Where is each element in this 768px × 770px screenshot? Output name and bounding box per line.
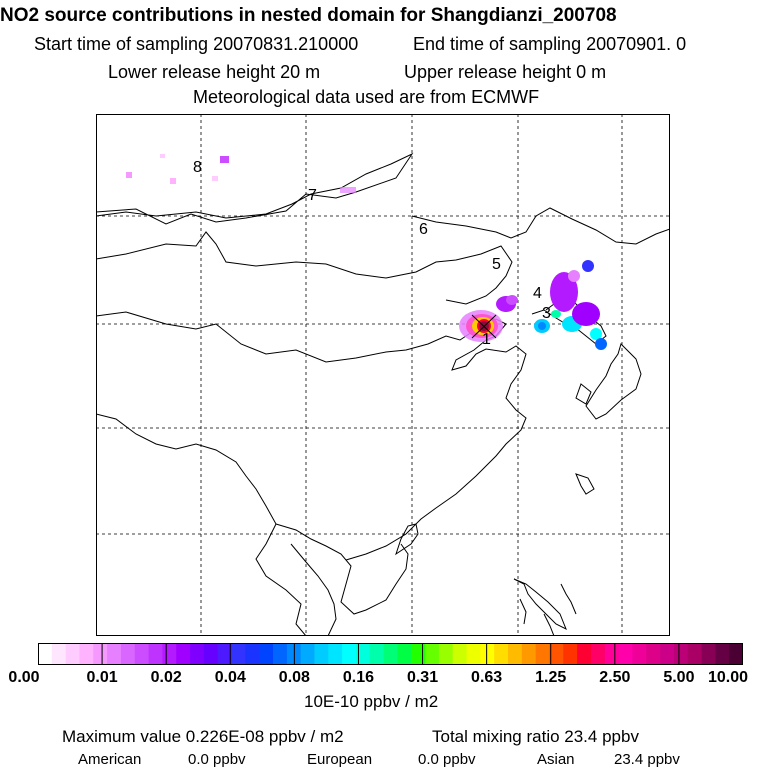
region-label-3: 3 — [542, 305, 551, 322]
colorbar-swatch — [453, 643, 467, 665]
region-label-4: 4 — [533, 285, 542, 302]
colorbar-tick-label: 0.00 — [8, 669, 40, 686]
american-label: American — [78, 751, 142, 768]
colorbar-swatch — [425, 643, 439, 665]
colorbar-swatch — [549, 643, 563, 665]
colorbar-tick-label: 0.16 — [342, 669, 375, 686]
colorbar-swatch — [79, 643, 93, 665]
colorbar-tick-label: 2.50 — [599, 669, 631, 686]
meteo-source: Meteorological data used are from ECMWF — [193, 87, 540, 107]
colorbar-swatch — [259, 643, 273, 665]
colorbar-swatch — [162, 643, 176, 665]
colorbar-swatch — [646, 643, 660, 665]
asian-value: 23.4 ppbv — [614, 751, 680, 768]
region-label-6: 6 — [419, 221, 428, 238]
colorbar-swatch — [93, 643, 107, 665]
colorbar-swatch — [619, 643, 633, 665]
colorbar-swatch — [729, 643, 743, 665]
region-label-7: 7 — [308, 187, 317, 204]
colorbar-swatch — [439, 643, 453, 665]
maximum-value: Maximum value 0.226E-08 ppbv / m2 — [62, 727, 344, 746]
colorbar-swatch — [176, 643, 190, 665]
colorbar-swatch — [467, 643, 481, 665]
colorbar-swatch — [563, 643, 577, 665]
colorbar-tick-label: 0.02 — [150, 669, 182, 686]
start-time: Start time of sampling 20070831.210000 — [34, 34, 359, 54]
european-label: European — [307, 751, 373, 768]
colorbar-swatch — [107, 643, 121, 665]
region-label-8: 8 — [193, 159, 202, 176]
colorbar-swatch — [149, 643, 163, 665]
colorbar-swatch — [674, 643, 688, 665]
colorbar-swatch — [508, 643, 522, 665]
asian-label: Asian — [537, 751, 575, 768]
colorbar-swatch — [591, 643, 605, 665]
colorbar-swatch — [370, 643, 384, 665]
colorbar-swatch — [245, 643, 259, 665]
colorbar-tick-label: 0.04 — [214, 669, 246, 686]
colorbar-swatch — [273, 643, 287, 665]
colorbar-swatch — [494, 643, 508, 665]
map-panel — [96, 114, 670, 636]
region-label-5: 5 — [492, 256, 501, 273]
colorbar-swatch — [688, 643, 702, 665]
colorbar-swatch — [605, 643, 619, 665]
colorbar-swatch — [232, 643, 246, 665]
colorbar-swatch — [632, 643, 646, 665]
american-value: 0.0 ppbv — [188, 751, 246, 768]
upper-release-height: Upper release height 0 m — [404, 62, 607, 82]
map-frame — [97, 115, 670, 636]
colorbar-swatch — [328, 643, 342, 665]
colorbar-swatch — [301, 643, 315, 665]
colorbar-tick-label: 0.63 — [471, 669, 503, 686]
colorbar-swatch — [715, 643, 729, 665]
colorbar-tick-label: 0.01 — [86, 669, 118, 686]
lower-release-height: Lower release height 20 m — [108, 62, 321, 82]
colorbar-swatch — [536, 643, 550, 665]
colorbar-swatch — [121, 643, 135, 665]
colorbar-tick-label: 5.00 — [663, 669, 695, 686]
total-mixing-ratio: Total mixing ratio 23.4 ppbv — [432, 727, 639, 746]
colorbar-swatch — [480, 643, 494, 665]
colorbar-swatch — [397, 643, 411, 665]
colorbar-swatch — [411, 643, 425, 665]
colorbar-swatch — [702, 643, 716, 665]
european-value: 0.0 ppbv — [418, 751, 476, 768]
colorbar-tick-label: 0.08 — [278, 669, 310, 686]
colorbar-swatch — [342, 643, 356, 665]
colorbar-swatch — [522, 643, 536, 665]
colorbar-swatch — [135, 643, 149, 665]
colorbar-swatch — [660, 643, 674, 665]
plot-title: NO2 source contributions in nested domain for Shangdianzi_200708 — [0, 5, 617, 26]
colorbar-swatch — [384, 643, 398, 665]
colorbar-swatch — [204, 643, 218, 665]
colorbar-swatch — [577, 643, 591, 665]
colorbar-swatch — [314, 643, 328, 665]
end-time: End time of sampling 20070901. 0 — [413, 34, 687, 54]
colorbar-swatch — [38, 643, 52, 665]
colorbar-swatch — [66, 643, 80, 665]
region-label-1: 1 — [482, 331, 491, 348]
colorbar-swatch — [190, 643, 204, 665]
colorbar-tick-label: 10.00 — [707, 669, 749, 686]
colorbar — [38, 643, 743, 665]
colorbar-units: 10E-10 ppbv / m2 — [304, 692, 439, 711]
colorbar-tick-label: 0.31 — [406, 669, 439, 686]
colorbar-tick-label: 1.25 — [535, 669, 567, 686]
colorbar-swatch — [52, 643, 66, 665]
